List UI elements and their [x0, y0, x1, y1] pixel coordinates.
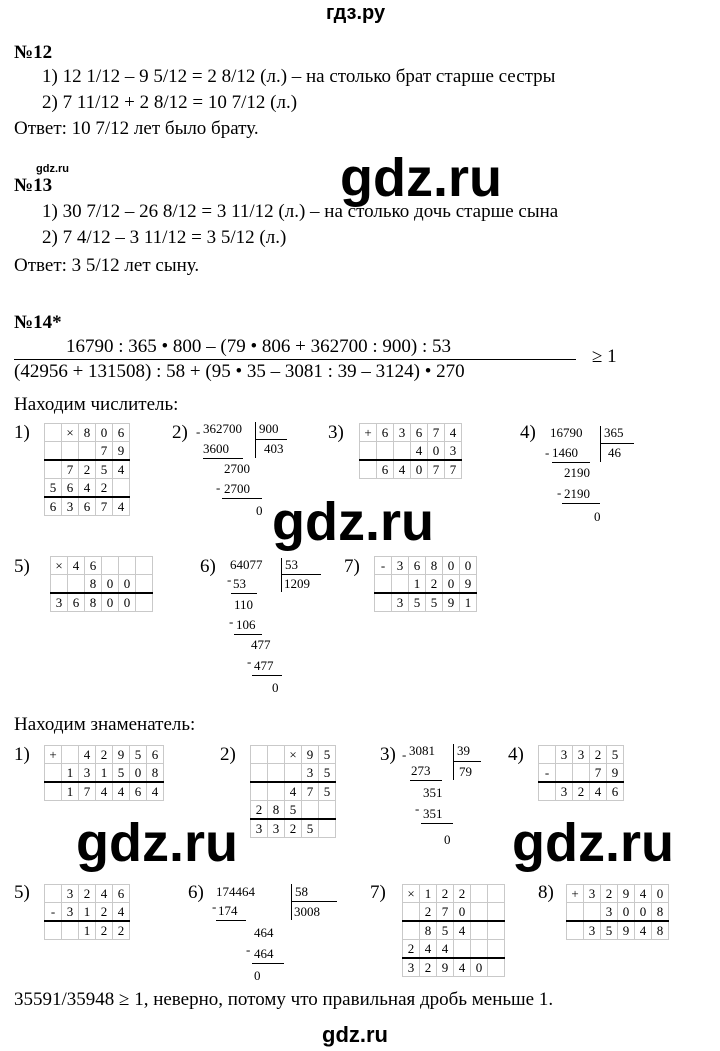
- quotient: 1209: [284, 576, 310, 591]
- quotient-line: [281, 574, 321, 575]
- cell: 6: [607, 782, 624, 801]
- cell: 1: [62, 782, 79, 801]
- cell: 9: [607, 764, 624, 783]
- cell: 7: [428, 424, 445, 442]
- line: [234, 634, 262, 635]
- line: [421, 823, 453, 824]
- minus: -: [212, 899, 217, 914]
- cell: 7: [428, 460, 445, 479]
- denominator-heading: Находим знаменатель:: [14, 714, 196, 735]
- quotient: 3008: [294, 904, 320, 919]
- calc-n7-subtraction: [374, 556, 477, 612]
- quotient-line: [600, 443, 634, 444]
- line: [562, 503, 600, 504]
- cell: 4: [147, 782, 164, 801]
- line: [216, 920, 246, 921]
- line: [203, 458, 243, 459]
- cell: 4: [420, 940, 437, 959]
- cell: 2: [79, 460, 96, 479]
- cell: 9: [460, 575, 477, 594]
- cell: 4: [411, 442, 428, 461]
- cell: 6: [45, 497, 62, 516]
- cell: 6: [62, 479, 79, 498]
- cell: 2: [96, 479, 113, 498]
- cell: 3: [601, 903, 618, 922]
- dividend: 362700: [203, 421, 242, 436]
- label-d8: 8): [538, 882, 554, 903]
- op-sign: ×: [62, 424, 79, 442]
- cell: 2: [96, 921, 113, 940]
- calc-d5-subtraction: [44, 884, 130, 940]
- expression-numerator: 16790 : 365 • 800 – (79 • 806 + 362700 : 900) : 53: [66, 336, 452, 357]
- op-sign: +: [45, 746, 62, 764]
- cell: 8: [268, 801, 285, 820]
- cell: 3: [445, 442, 462, 461]
- minus: -: [229, 614, 234, 629]
- problem-12-title: №12: [14, 42, 53, 63]
- line: [222, 498, 262, 499]
- cell: 5: [319, 782, 336, 801]
- watermark-small: gdz.ru: [36, 163, 69, 175]
- cell: 2: [251, 801, 268, 820]
- cell: 2: [403, 940, 420, 959]
- divisor: 53: [285, 557, 298, 572]
- cell: 1: [79, 903, 96, 922]
- cell: 1: [79, 921, 96, 940]
- cell: 3: [79, 764, 96, 783]
- cell: 0: [443, 557, 460, 575]
- minus: -: [196, 424, 201, 439]
- cell: 6: [85, 557, 102, 575]
- divisor: 900: [259, 421, 279, 436]
- cell: 6: [113, 885, 130, 903]
- problem-13-line-2: 2) 7 4/12 – 3 11/12 = 3 5/12 (л.): [42, 227, 287, 248]
- cell: 5: [113, 764, 130, 783]
- cell: 3: [51, 593, 68, 612]
- watermark-4: gdz.ru: [512, 813, 674, 873]
- line: [252, 675, 282, 676]
- cell: 3: [556, 746, 573, 764]
- cell: 6: [409, 557, 426, 575]
- label-d1: 1): [14, 744, 30, 765]
- cell: 0: [618, 903, 635, 922]
- cell: 6: [113, 424, 130, 442]
- cell: 4: [590, 782, 607, 801]
- cell: 9: [443, 593, 460, 612]
- dividend: 174464: [216, 884, 255, 899]
- dividend: 3081: [409, 743, 435, 758]
- calc-n1-multiplication: [44, 423, 130, 516]
- cell: 4: [454, 958, 471, 977]
- cell: 0: [443, 575, 460, 594]
- cell: 5: [607, 746, 624, 764]
- problem-12-line-1: 1) 12 1/12 – 9 5/12 = 2 8/12 (л.) – на столько брат старше сестры: [42, 66, 556, 87]
- minus: -: [247, 654, 252, 669]
- dividend: 64077: [230, 557, 263, 572]
- cell: 0: [471, 958, 488, 977]
- label-d4: 4): [508, 744, 524, 765]
- cell: 7: [590, 764, 607, 783]
- cell: 7: [437, 903, 454, 922]
- cell: 4: [454, 921, 471, 940]
- cell: 2: [285, 819, 302, 838]
- cell: 0: [102, 593, 119, 612]
- calc-d1-addition: [44, 745, 164, 801]
- cell: 7: [96, 442, 113, 461]
- site-header: гдз.ру: [326, 2, 386, 24]
- problem-13-title: №13: [14, 175, 53, 196]
- cell: 0: [96, 424, 113, 442]
- cell: 0: [460, 557, 477, 575]
- cell: 6: [68, 593, 85, 612]
- cell: 3: [392, 593, 409, 612]
- cell: 7: [79, 782, 96, 801]
- cell: 2: [113, 921, 130, 940]
- calc-d4-subtraction: [538, 745, 624, 801]
- cell: 6: [147, 746, 164, 764]
- expression-denominator: (42956 + 131508) : 58 + (95 • 35 – 3081 : 39 – 3124) • 270: [14, 361, 465, 382]
- numerator-heading: Находим числитель:: [14, 394, 179, 415]
- minus: -: [216, 480, 221, 495]
- cell: 8: [652, 903, 669, 922]
- comparison-sign: ≥ 1: [592, 346, 617, 367]
- cell: 9: [302, 746, 319, 764]
- cell: 8: [85, 575, 102, 594]
- cell: 5: [437, 921, 454, 940]
- minus: -: [545, 445, 550, 460]
- cell: 9: [113, 746, 130, 764]
- label-d2: 2): [220, 744, 236, 765]
- cell: 4: [285, 782, 302, 801]
- cell: 4: [79, 746, 96, 764]
- quotient-line: [291, 901, 337, 902]
- cell: 2: [420, 958, 437, 977]
- cell: 2: [590, 746, 607, 764]
- minus: -: [246, 942, 251, 957]
- subtrahend: 464: [254, 946, 274, 961]
- cell: 3: [403, 958, 420, 977]
- cell: 3: [584, 885, 601, 903]
- calc-d2-multiplication: [250, 745, 336, 838]
- line: [252, 963, 284, 964]
- remainder: 0: [254, 968, 261, 983]
- line: [552, 462, 590, 463]
- cell: 5: [96, 460, 113, 479]
- cell: 5: [302, 819, 319, 838]
- cell: 0: [635, 903, 652, 922]
- cell: 0: [130, 764, 147, 783]
- subtrahend: 106: [236, 617, 256, 632]
- divisor: 58: [295, 884, 308, 899]
- cell: 7: [302, 782, 319, 801]
- cell: 4: [394, 460, 411, 479]
- cell: 4: [445, 424, 462, 442]
- subtrahend: 1460: [552, 445, 578, 460]
- cell: 9: [618, 921, 635, 940]
- op-sign: ×: [285, 746, 302, 764]
- minus: -: [402, 747, 407, 762]
- label-4: 4): [520, 422, 536, 443]
- cell: 3: [392, 557, 409, 575]
- subtrahend: 2700: [224, 481, 250, 496]
- minus: -: [227, 572, 232, 587]
- cell: 2: [96, 903, 113, 922]
- minus: -: [415, 801, 420, 816]
- cell: 2: [420, 903, 437, 922]
- problem-12-line-2: 2) 7 11/12 + 2 8/12 = 10 7/12 (л.): [42, 92, 298, 113]
- label-2: 2): [172, 422, 188, 443]
- cell: 8: [85, 593, 102, 612]
- op-sign: ×: [403, 885, 420, 903]
- cell: 6: [377, 460, 394, 479]
- quotient: 46: [608, 445, 621, 460]
- subtrahend: 3600: [203, 441, 229, 456]
- cell: 3: [251, 819, 268, 838]
- label-3: 3): [328, 422, 344, 443]
- cell: 3: [394, 424, 411, 442]
- cell: 3: [584, 921, 601, 940]
- cell: 6: [377, 424, 394, 442]
- calc-d7-multiplication: [402, 884, 505, 977]
- division-bar: [600, 426, 601, 462]
- cell: 3: [62, 903, 79, 922]
- remainder: 2190: [564, 465, 590, 480]
- watermark-3: gdz.ru: [76, 813, 238, 873]
- problem-13-answer: Ответ: 3 5/12 лет сыну.: [14, 255, 200, 276]
- calc-n5-multiplication: [50, 556, 153, 612]
- conclusion: 35591/35948 ≥ 1, неверно, потому что правильная дробь меньше 1.: [14, 989, 554, 1010]
- divisor: 39: [457, 743, 470, 758]
- cell: 0: [411, 460, 428, 479]
- label-6: 6): [200, 556, 216, 577]
- cell: 7: [62, 460, 79, 479]
- cell: 5: [409, 593, 426, 612]
- op-sign: -: [375, 557, 392, 575]
- cell: 4: [635, 885, 652, 903]
- label-7: 7): [344, 556, 360, 577]
- remainder: 0: [444, 832, 451, 847]
- cell: 1: [460, 593, 477, 612]
- cell: 7: [445, 460, 462, 479]
- cell: 1: [409, 575, 426, 594]
- watermark-1: gdz.ru: [340, 148, 502, 208]
- subtrahend: 2190: [564, 486, 590, 501]
- op-sign: -: [45, 903, 62, 922]
- cell: 0: [454, 903, 471, 922]
- remainder: 477: [251, 637, 271, 652]
- cell: 3: [62, 885, 79, 903]
- quotient-line: [255, 439, 287, 440]
- cell: 4: [113, 497, 130, 516]
- division-bar: [291, 884, 292, 920]
- watermark-2: gdz.ru: [272, 492, 434, 552]
- cell: 7: [96, 497, 113, 516]
- cell: 4: [113, 460, 130, 479]
- cell: 9: [437, 958, 454, 977]
- cell: 8: [147, 764, 164, 783]
- cell: 4: [635, 921, 652, 940]
- watermark-bottom: gdz.ru: [322, 1022, 388, 1047]
- subtrahend: 174: [218, 903, 238, 918]
- cell: 2: [96, 746, 113, 764]
- cell: 4: [96, 782, 113, 801]
- cell: 4: [113, 903, 130, 922]
- remainder: 2700: [224, 461, 250, 476]
- division-bar: [281, 558, 282, 592]
- cell: 5: [285, 801, 302, 820]
- cell: 9: [113, 442, 130, 461]
- cell: 4: [96, 885, 113, 903]
- label-d5: 5): [14, 882, 30, 903]
- quotient: 403: [264, 441, 284, 456]
- cell: 5: [45, 479, 62, 498]
- cell: 8: [426, 557, 443, 575]
- problem-12-answer: Ответ: 10 7/12 лет было брату.: [14, 118, 259, 139]
- cell: 0: [428, 442, 445, 461]
- cell: 0: [119, 593, 136, 612]
- cell: 8: [420, 921, 437, 940]
- remainder: 0: [272, 680, 279, 695]
- op-sign: ×: [51, 557, 68, 575]
- cell: 0: [652, 885, 669, 903]
- remainder: 110: [234, 597, 254, 612]
- remainder: 0: [256, 503, 263, 518]
- label-d7: 7): [370, 882, 386, 903]
- cell: 3: [62, 497, 79, 516]
- label-1: 1): [14, 422, 30, 443]
- cell: 3: [573, 746, 590, 764]
- cell: 2: [79, 885, 96, 903]
- dividend: 16790: [550, 425, 583, 440]
- subtrahend: 273: [411, 763, 431, 778]
- cell: 2: [426, 575, 443, 594]
- cell: 5: [601, 921, 618, 940]
- cell: 1: [420, 885, 437, 903]
- cell: 2: [573, 782, 590, 801]
- subtrahend: 477: [254, 658, 274, 673]
- cell: 0: [119, 575, 136, 594]
- calc-d8-addition: [566, 884, 669, 940]
- cell: 5: [319, 764, 336, 783]
- remainder: 464: [254, 925, 274, 940]
- subtrahend: 351: [423, 806, 443, 821]
- cell: 5: [130, 746, 147, 764]
- line: [231, 593, 257, 594]
- cell: 5: [426, 593, 443, 612]
- label-d3: 3): [380, 744, 396, 765]
- cell: 4: [113, 782, 130, 801]
- label-d6: 6): [188, 882, 204, 903]
- cell: 8: [652, 921, 669, 940]
- cell: 1: [96, 764, 113, 783]
- cell: 2: [454, 885, 471, 903]
- cell: 6: [79, 497, 96, 516]
- line: [410, 780, 442, 781]
- cell: 4: [68, 557, 85, 575]
- divisor: 365: [604, 425, 624, 440]
- cell: 9: [618, 885, 635, 903]
- division-bar: [453, 744, 454, 780]
- op-sign: -: [539, 764, 556, 783]
- remainder: 0: [594, 509, 601, 524]
- cell: 8: [79, 424, 96, 442]
- cell: 2: [437, 885, 454, 903]
- fraction-bar: [14, 359, 576, 360]
- problem-13-line-1: 1) 30 7/12 – 26 8/12 = 3 11/12 (л.) – на столько дочь старше сына: [42, 201, 559, 222]
- cell: 1: [62, 764, 79, 783]
- cell: 3: [556, 782, 573, 801]
- cell: 6: [411, 424, 428, 442]
- cell: 2: [601, 885, 618, 903]
- minus: -: [557, 485, 562, 500]
- cell: 5: [319, 746, 336, 764]
- subtrahend: 53: [233, 576, 246, 591]
- op-sign: +: [567, 885, 584, 903]
- quotient: 79: [459, 764, 472, 779]
- label-5: 5): [14, 556, 30, 577]
- calc-n3-addition: [359, 423, 462, 479]
- cell: 3: [268, 819, 285, 838]
- quotient-line: [453, 761, 481, 762]
- problem-14-title: №14*: [14, 312, 62, 333]
- op-sign: +: [360, 424, 377, 442]
- cell: 4: [437, 940, 454, 959]
- cell: 0: [102, 575, 119, 594]
- cell: 6: [130, 782, 147, 801]
- cell: 4: [79, 479, 96, 498]
- cell: 3: [302, 764, 319, 783]
- division-bar: [255, 422, 256, 458]
- remainder: 351: [423, 785, 443, 800]
